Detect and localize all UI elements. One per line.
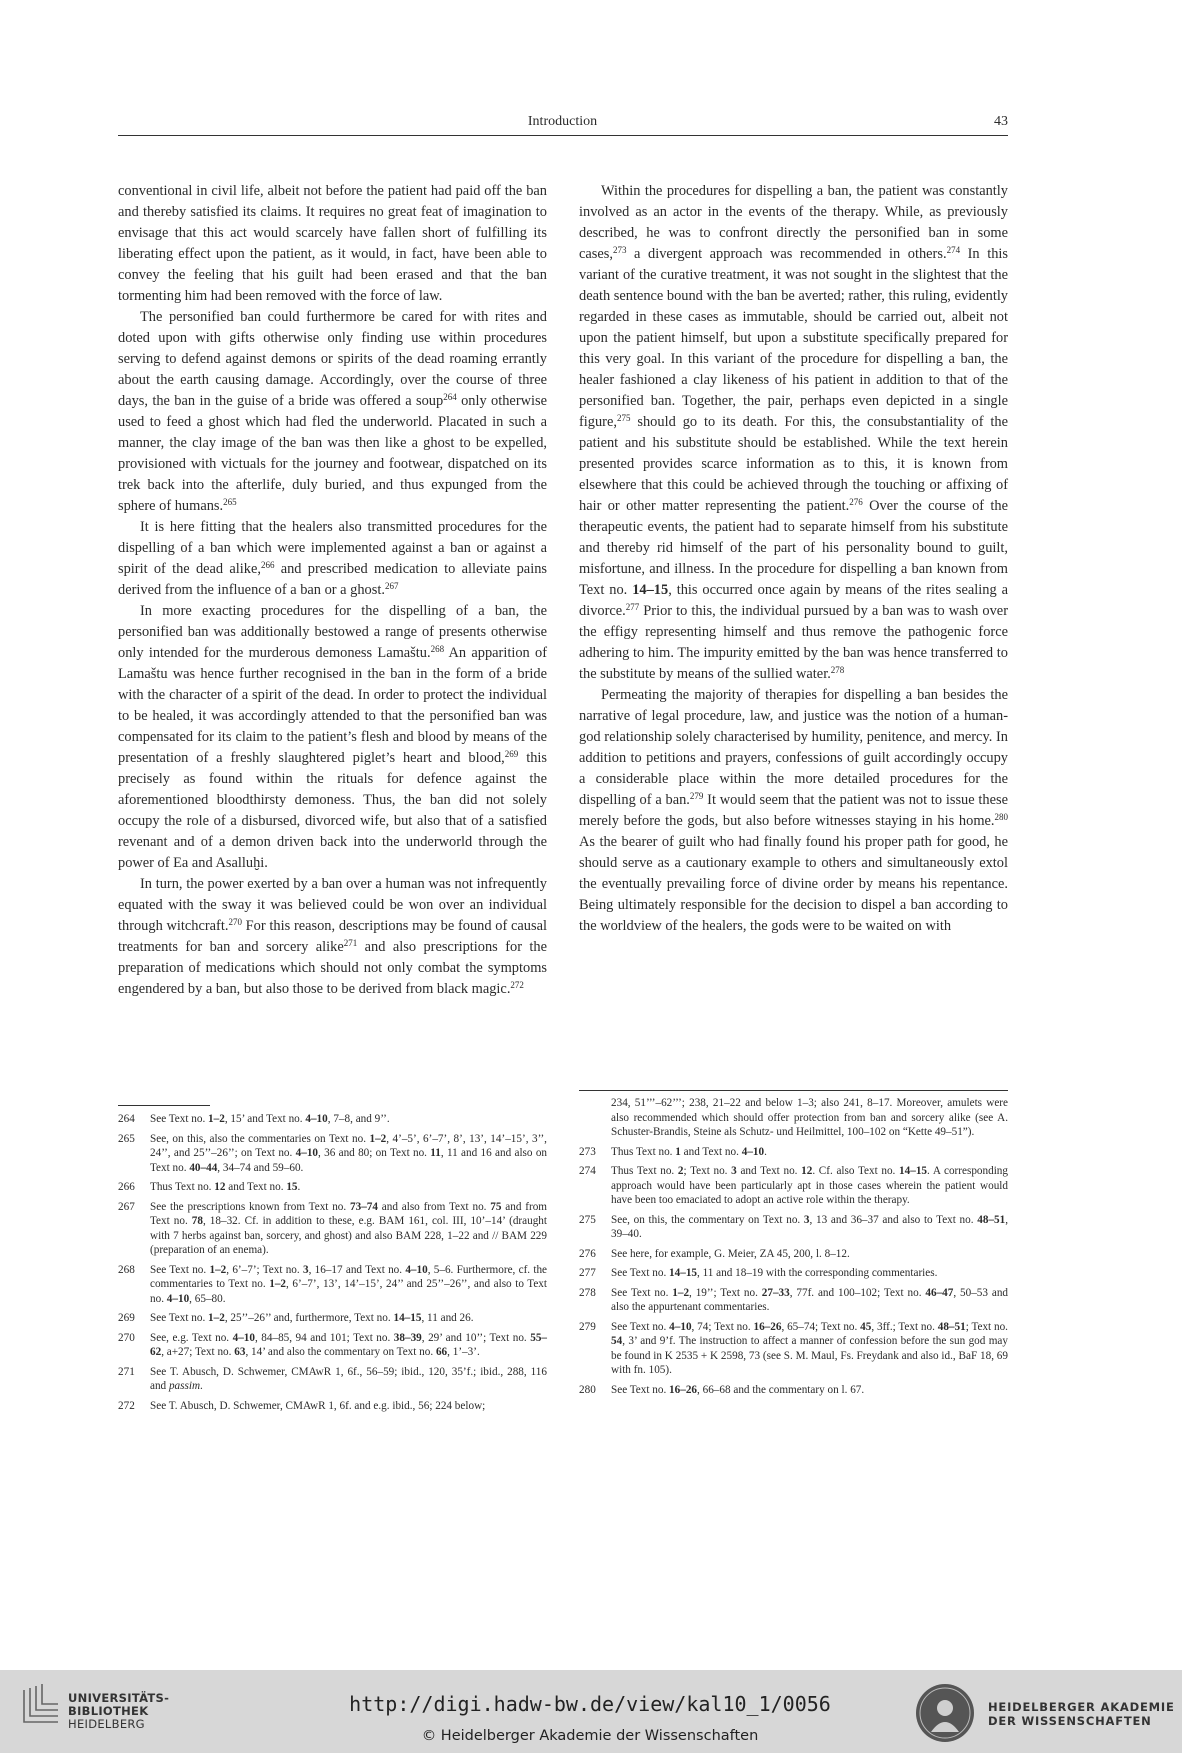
academy-name[interactable] xyxy=(988,1700,1175,1728)
footnote-text: Thus Text no. 1 and Text no. 4–10. xyxy=(611,1145,767,1158)
footnote xyxy=(579,1383,1008,1398)
footnote-text: See, e.g. Text no. 4–10, 84–85, 94 and 101; Text no. 38–39, 29’ and 10’’; Text no. 55–62, a+27; Text no. 63, 14’ and also the commentary on Text no. 66, 1’–3’. xyxy=(150,1331,548,1358)
footnote-number: 266 xyxy=(118,1181,135,1193)
academy-line: HEIDELBERGER AKADEMIE xyxy=(988,1700,1175,1714)
footnote-number: 272 xyxy=(118,1399,135,1412)
right-footnote-rule xyxy=(579,1090,1008,1091)
footnote-text: See, on this, the commentary on Text no. 3, 13 and 36–37 and also to Text no. 48–51, 39–40. xyxy=(611,1213,1009,1240)
right-footnotes xyxy=(579,1096,1008,1402)
footnote-number: 270 xyxy=(118,1331,135,1344)
footnote-text: See Text no. 14–15, 11 and 18–19 with the corresponding commentaries. xyxy=(611,1267,938,1279)
footnote-text: Thus Text no. 2; Text no. 3 and Text no. 12. Cf. also Text no. 14–15. A corresponding approach would have been particularly apt in those cases wherein the patient would have been too emaciated to adopt an active role within the therapy. xyxy=(611,1165,1008,1206)
footnote-number: 265 xyxy=(118,1132,135,1145)
body-paragraph: It is here fitting that the healers also transmitted procedures for the dispelling of a ban which were implemented against a ban or against a spirit of the dead alike,$^{266}$ and prescribed medication to alleviate pains derived from the influence of a ban or a ghost.$^{267}$ xyxy=(118,519,547,598)
permalink-url[interactable]: http://digi.hadw-bw.de/view/kal10_1/0056 xyxy=(349,1692,831,1716)
footnote-text: See here, for example, G. Meier, ZA 45, 200, l. 8–12. xyxy=(611,1247,850,1260)
footnote-number: 271 xyxy=(118,1365,135,1378)
footnote xyxy=(579,1164,1008,1208)
footnote-number: 274 xyxy=(579,1165,596,1177)
footnote xyxy=(118,1200,547,1258)
body-paragraph: In more exacting procedures for the dispelling of a ban, the personified ban was additionally bestowed a range of presents otherwise only intended for the murderous demoness Lamaštu.$^{268}$ An apparition of Lamaštu was hence further recognised in the ban in the form of a bride with the character of a spirit of the dead. In order to protect the individual to be healed, it was accordingly attended to that the personified ban was compensated for its claim to the patient’s flesh and blood by means of the presentation of a freshly slaughtered piglet’s heart and blood,$^{269}$ this precisely as found within the rituals for defence against the aforementioned bloodthirsty demoness. Thus, the ban did not solely occupy the role of a disbursed, divorced wife, but also that of a satisfied revenant and of a demon driven back into the underworld through the power of Ea and Asalluḫi. xyxy=(118,603,547,871)
body-paragraph: The personified ban could furthermore be cared for with rites and doted upon with gifts otherwise only finding use within procedures serving to defend against demons or spirits of the dead roaming errantly about the earth causing damage. Accordingly, over the course of three days, the ban in the guise of a bride was offered a soup$^{264}$ only otherwise used to feed a ghost which had fled the underworld. Placated in such a manner, the clay image of the ban was then like a ghost to be expelled, provisioned with victuals for the journey and footwear, dispatched on its trek back into the afterlife, duly buried, and thus expunged from the sphere of humans.$^{265}$ xyxy=(118,309,547,514)
left-text-column xyxy=(118,181,547,1000)
footnote xyxy=(118,1180,547,1195)
footnote-text: See Text no. 1–2, 19’’; Text no. 27–33, 77f. and 100–102; Text no. 46–47, 50–53 and also the appurtenant commentaries. xyxy=(611,1286,1009,1313)
footnote xyxy=(118,1112,547,1127)
library-line: UNIVERSITÄTS- xyxy=(68,1691,170,1705)
footnote-text: See Text no. 1–2, 15’ and Text no. 4–10, 7–8, and 9’’. xyxy=(150,1113,390,1125)
footnote-continuation: 234, 51’’’–62’’’; 238, 21–22 and below 1–3; also 241, 8–17. Moreover, amulets were also recommended which should offer protection from ban and sorcery alike (see A. Schuster-Brandis, Steine als Schutz- und Heilmittel, 100–102 on “Kette 49–51”). xyxy=(611,1097,1008,1138)
footnote xyxy=(118,1263,547,1307)
footnote-number: 273 xyxy=(579,1145,596,1158)
left-footnote-rule xyxy=(118,1105,210,1106)
footnote-number: 277 xyxy=(579,1267,596,1279)
body-paragraph: Within the procedures for dispelling a ban, the patient was constantly involved as an actor in the events of the therapy. While, as previously described, he was to confront directly the personified ban in some cases,$^{273}$ a divergent approach was recommended in others.$^{274}$ In this variant of the curative treatment, it was not sought in the slightest that the death sentence bound with the ban be averted; rather, this ruling, evidently regarded in these cases as immutable, should be carried out, albeit not upon the patient himself, but upon a substitute specifically prepared for this very goal. In this variant of the procedure for dispelling a ban, the healer fashioned a clay likeness of his patient in addition to that of the personified ban. Together, the pair, perhaps even depicted in a single figure,$^{275}$ should go to its death. For this, the consubstantiality of the patient and his substitute should be established. While the text herein presented provides scarce information as to this, it is known from elsewhere that this could be achieved through the touching or affixing of hair or other matter representing the patient.$^{276}$ Over the course of the therapeutic events, the patient had to separate himself from his substitute and thereby rid himself of the part of his personality bound to guilt, misfortune, and illness. In the procedure for dispelling a ban known from Text no. 14–15, this occurred once again by means of the rites sealing a divorce.$^{277}$ Prior to this, the individual pursued by a ban was to wash over the effigy representing himself and thus remove the pathogenic force adhering to him. The impurity emitted by the ban was hence transferred to the substitute by means of the sullied water.$^{278}$ xyxy=(579,183,1009,682)
footnote-text: See T. Abusch, D. Schwemer, CMAwR 1, 6f. and e.g. ibid., 56; 224 below; xyxy=(150,1399,486,1412)
footnote xyxy=(579,1145,1008,1160)
library-line: HEIDELBERG xyxy=(68,1717,145,1731)
footnote-text: See Text no. 1–2, 6’–7’; Text no. 3, 16–17 and Text no. 4–10, 5–6. Furthermore, cf. the commentaries to Text no. 1–2, 6’–7’, 13’, 14’–15’, 24’’ and 25’’–26’’, and also to Text no. 4–10, 65–80. xyxy=(150,1263,548,1305)
footnote xyxy=(118,1311,547,1326)
body-paragraph: Permeating the majority of therapies for dispelling a ban besides the narrative of legal procedure, law, and justice was the notion of a human-god relationship solely characterised by humility, penitence, and mercy. In addition to petitions and prayers, confessions of guilt accordingly occupy a considerable place within the more detailed procedures for the dispelling of a ban.$^{279}$ It would seem that the patient was not to issue these merely before the gods, but also before witnesses staying in his home.$^{280}$ As the bearer of guilt who had finally found his proper path for good, he should serve as a cautionary example to others and simultaneously extol the eventually prevailing force of divine order by means his repentance. Being ultimately responsible for the decision to dispel a ban according to the worldview of the healers, the gods were to be waited on with xyxy=(579,687,1008,934)
footnote-number: 264 xyxy=(118,1113,135,1125)
footnote-number: 278 xyxy=(579,1286,596,1299)
library-line: BIBLIOTHEK xyxy=(68,1704,149,1718)
footnote xyxy=(118,1399,547,1414)
footnote xyxy=(579,1320,1008,1378)
footnote xyxy=(118,1365,547,1394)
body-paragraph: conventional in civil life, albeit not before the patient had paid off the ban and thereby satisfied its claims. It requires no great feat of imagination to envisage that this act would scarcely have fallen short of fulfilling its liberating effect upon the patient, as it would, in fact, have been able to convey the feeling that his guilt had been erased and that the ban tormenting him had been removed with the force of law. xyxy=(118,183,547,304)
university-library-name[interactable] xyxy=(68,1692,169,1731)
right-text-column xyxy=(579,181,1008,937)
university-library-logo-icon[interactable] xyxy=(18,1682,66,1728)
academy-line: DER WISSENSCHAFTEN xyxy=(988,1714,1152,1728)
footnote xyxy=(579,1266,1008,1281)
footnote-number: 267 xyxy=(118,1200,135,1213)
footnote-number: 276 xyxy=(579,1247,596,1260)
footnote-number: 269 xyxy=(118,1312,135,1324)
footnote xyxy=(579,1247,1008,1262)
footnote xyxy=(118,1331,547,1360)
academy-seal-icon[interactable] xyxy=(914,1682,976,1744)
footnote-text: See Text no. 4–10, 74; Text no. 16–26, 65–74; Text no. 45, 3ff.; Text no. 48–51; Text no. 54, 3’ and 9’f. The instruction to affect a manner of confession before the sun god may be found in K 2535 + K 2598, 73 (see S. M. Maul, Fs. Freydank and also id., BaF 18, 69 with fn. 105). xyxy=(611,1320,1008,1376)
footnote-text: Thus Text no. 12 and Text no. 15. xyxy=(150,1181,301,1193)
footnote-number: 275 xyxy=(579,1213,596,1226)
page-number: 43 xyxy=(994,114,1008,129)
footnote-text: See T. Abusch, D. Schwemer, CMAwR 1, 6f., 56–59; ibid., 120, 35’f.; ibid., 288, 116 and passim. xyxy=(150,1365,547,1392)
footnote-number: 279 xyxy=(579,1320,596,1333)
footnote xyxy=(579,1286,1008,1315)
footnote-text: See Text no. 1–2, 25’’–26’’ and, furthermore, Text no. 14–15, 11 and 26. xyxy=(150,1312,474,1324)
footnote-number: 280 xyxy=(579,1383,596,1396)
footnote-text: See, on this, also the commentaries on Text no. 1–2, 4’–5’, 6’–7’, 8’, 13’, 14’–15’, 3’’, 24’’, and 25’’–26’’; on Text no. 4–10, 36 and 80; on Text no. 11, 11 and 16 and also on Text no. 40–44, 34–74 and 59–60. xyxy=(150,1132,548,1174)
copyright-notice: © Heidelberger Akademie der Wissenschaften xyxy=(421,1728,759,1744)
footnote-text: See Text no. 16–26, 66–68 and the commentary on l. 67. xyxy=(611,1383,865,1396)
footnote-text: See the prescriptions known from Text no. 73–74 and also from Text no. 75 and from Text no. 78, 18–32. Cf. in addition to these, e.g. BAM 161, col. III, 10’–14’ (draught with 7 herbs against ban, sorcery, and ghost) and also BAM 228, 1–22 and // BAM 229 (preparation of an enema). xyxy=(150,1200,547,1256)
footnote-number: 268 xyxy=(118,1263,135,1276)
footnote xyxy=(579,1213,1008,1242)
running-header-title: Introduction xyxy=(527,114,598,129)
header-rule xyxy=(118,135,1008,136)
footnote xyxy=(118,1132,547,1176)
body-paragraph: In turn, the power exerted by a ban over a human was not infrequently equated with the sway it was believed could be won over an individual through witchcraft.$^{270}$ For this reason, descriptions may be found of causal treatments for ban and sorcery alike$^{271}$ and also prescriptions for the preparation of medications which should not only combat the symptoms engendered by a ban, but also those to be derived from black magic.$^{272}$ xyxy=(118,876,547,997)
footer-bar xyxy=(0,1670,1182,1753)
left-footnotes xyxy=(118,1112,547,1418)
